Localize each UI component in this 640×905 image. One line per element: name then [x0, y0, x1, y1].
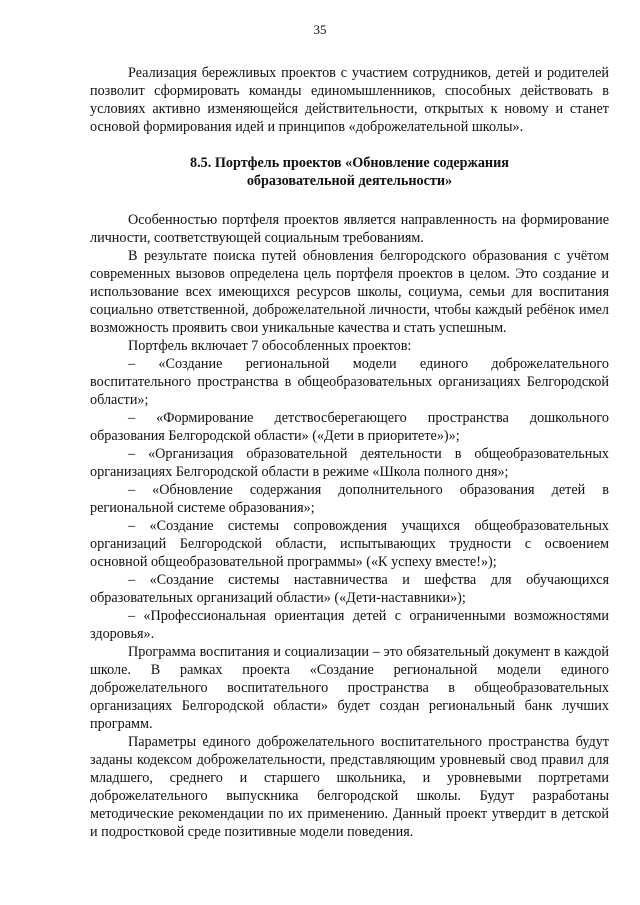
project-list-item: – «Организация образовательной деятельности в общеобразовательных организациях Белгородской области в режиме «Школа полного дня»;: [90, 446, 609, 480]
project-list-item: – «Создание региональной модели единого доброжелательного воспитательного пространства в общеобразовательных организациях Белгородской области»;: [90, 356, 609, 408]
page-number: 35: [313, 22, 327, 37]
section-heading-line-2: образовательной деятельности»: [246, 173, 453, 189]
section-heading: [90, 154, 609, 190]
paragraph-portfolio-includes: Портфель включает 7 обособленных проектов:: [128, 338, 412, 354]
paragraph-portfolio-feature: Особенностью портфеля проектов является направленность на формирование личности, соответствующей социальным требованиям.: [90, 212, 609, 246]
project-list-item: – «Профессиональная ориентация детей с ограниченными возможностями здоровья».: [90, 608, 609, 642]
document-body: [90, 64, 609, 841]
section-heading-line-1: 8.5. Портфель проектов «Обновление содержания: [190, 155, 509, 171]
paragraph-space-parameters: Параметры единого доброжелательного воспитательного пространства будут заданы кодексом доброжелательности, представляющим уровневый свод правил для младшего, среднего и старшего школьника, и уровневыми портретами доброжелательного выпускника белгородской школы. Будут разработаны методические рекомендации по их применению. Данный проект утвердит в детской и подростковой среде позитивные модели поведения.: [90, 734, 609, 840]
paragraph-portfolio-goal: В результате поиска путей обновления белгородского образования с учётом современных вызовов определена цель портфеля проектов в целом. Это создание и использование всех имеющихся ресурсов школы, социума, семьи для воспитания социально ответственной, доброжелательной личности, чтобы каждый ребёнок имел возможность проявить свои уникальные качества и стать успешным.: [90, 248, 609, 336]
project-list-item: – «Обновление содержания дополнительного образования детей в региональной системе образования»;: [90, 482, 609, 516]
paragraph-education-program: Программа воспитания и социализации – это обязательный документ в каждой школе. В рамках проекта «Создание региональной модели единого доброжелательного воспитательного пространства в общеобразовательных организациях Белгородской области» будет создан региональный банк лучших программ.: [90, 644, 609, 732]
paragraph-lean-projects: Реализация бережливых проектов с участием сотрудников, детей и родителей позволит сформировать команды единомышленников, способных действовать в условиях активно изменяющейся действительности, открытых к новому и станет основой формирования идей и принципов «доброжелательной школы».: [90, 65, 609, 135]
project-list-item: – «Создание системы наставничества и шефства для обучающихся образовательных организаций области» («Дети-наставники»);: [90, 572, 609, 606]
project-list-item: – «Создание системы сопровождения учащихся общеобразовательных организаций Белгородской области, испытывающих трудности с освоением основной общеобразовательной программы» («К успеху вместе!»);: [90, 518, 609, 570]
project-list-item: – «Формирование детствосберегающего пространства дошкольного образования Белгородской области» («Дети в приоритете»)»;: [90, 410, 609, 444]
